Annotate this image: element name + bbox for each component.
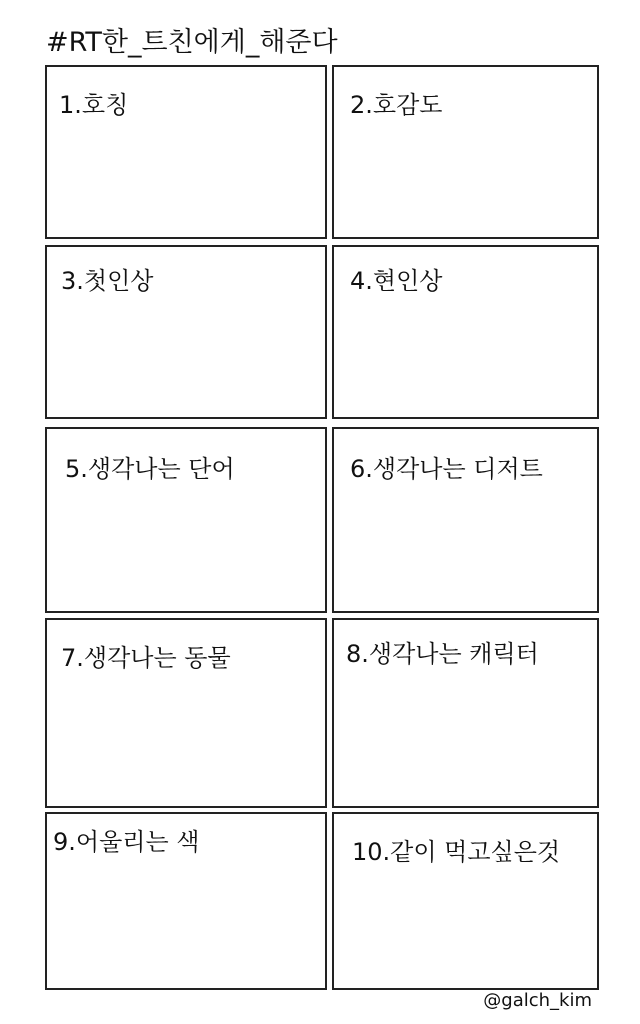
author-credit: @galch_kim <box>483 990 592 1011</box>
page-title: #RT한_트친에게_해준다 <box>46 27 338 58</box>
question-box-4 <box>332 245 599 419</box>
question-label-8: 8.생각나는 캐릭터 <box>346 640 539 668</box>
question-label-10: 10.같이 먹고싶은것 <box>352 838 561 866</box>
question-box-5 <box>45 427 327 613</box>
question-box-8 <box>332 618 599 808</box>
question-label-1: 1.호칭 <box>59 91 129 119</box>
question-label-4: 4.현인상 <box>350 267 443 295</box>
question-box-3 <box>45 245 327 419</box>
question-label-9: 9.어울리는 색 <box>53 828 200 856</box>
question-box-7 <box>45 618 327 808</box>
question-box-6 <box>332 427 599 613</box>
question-label-7: 7.생각나는 동물 <box>61 644 231 672</box>
question-label-5: 5.생각나는 단어 <box>65 455 235 483</box>
question-box-10 <box>332 812 599 990</box>
question-label-2: 2.호감도 <box>350 91 443 119</box>
question-box-9 <box>45 812 327 990</box>
question-label-6: 6.생각나는 디저트 <box>350 455 543 483</box>
question-label-3: 3.첫인상 <box>61 267 154 295</box>
question-box-1 <box>45 65 327 239</box>
question-box-2 <box>332 65 599 239</box>
